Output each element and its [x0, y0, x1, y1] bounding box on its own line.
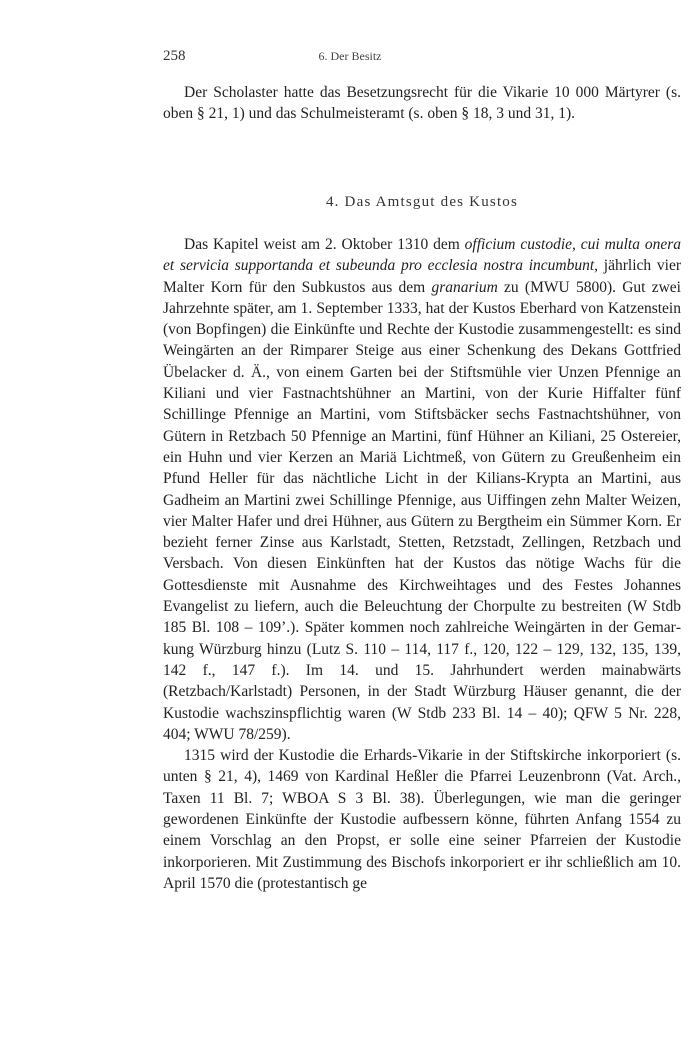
- paragraph-1-text-a: Das Kapitel weist am 2. Oktober 1310 dem: [184, 236, 465, 253]
- main-text-block: [163, 234, 681, 894]
- running-head: 6. Der Besitz: [318, 49, 382, 63]
- paragraph-1-text-c: zu (MWU 5800). Gut zwei Jahrzehnte später, am 1. September 1333, hat der Kustos Eberhard von Katzenstein (von Bopfingen) die Einkünfte und Rechte der Kustodie zusammengestellt: es sind Weingärten an der Rimparer Steige aus einer Schenkung des Dekans Gottfried Übelacker d. Ä., von einem Garten bei der Stiftsmühle vier Unzen Pfennige an Kiliani und vier Fastnachtshühner an Martini, von der Kurie Hiffalter fünf Schillinge Pfennige an Martini, vom Stiftsbäcker sechs Fastnachtshühner, von Gütern in Retzbach 50 Pfennige an Martini, fünf Hühner an Kiliani, 25 Ostereier, ein Huhn und vier Kerzen an Mariä Lichtmeß, von Gütern zu Greußenheim ein Pfund Heller für das nächtliche Licht in der Kilians-Krypta an Martini, aus Gadheim an Martini zwei Schillinge Pfennige, aus Uiffingen zehn Malter Weizen, vier Malter Hafer und drei Hühner, aus Gütern zu Bergtheim ein Sümmer Korn. Er bezieht ferner Zinse aus Karlstadt, Stetten, Retzstadt, Zellingen, Retzbach und Versbach. Von diesen Einkünften hat der Kustos das nötige Wachs für die Gottesdienste mit Ausnahme des Kirchweihtages und des Festes Johannes Evangelist zu liefern, auch die Beleuchtung der Chorpulte zu bestreiten (W Stdb 185 Bl. 108 – 109’.). Später kommen noch zahlreiche Weingärten in der Gemarkung Würzburg hinzu (Lutz S. 110 – 114, 117 f., 120, 122 – 129, 132, 135, 139, 142 f., 147 f.). Im 14. und 15. Jahrhundert werden mainabwärts (Retzbach/Karlstadt) Personen, in der Stadt Würzburg Häuser genannt, die der Kustodie wachszinspflichtig waren (W Stdb 233 Bl. 14 – 40); QFW 5 Nr. 228, 404; WWU 78/259).: [163, 278, 681, 743]
- paragraph-kustos-income: [163, 234, 681, 745]
- latin-quotation: officium custodie, cui multa onera et servicia supportanda et subeunda pro ecclesia nostra incumbunt,: [163, 236, 681, 275]
- section-heading: 4. Das Amtsgut des Kustos: [325, 194, 519, 210]
- paragraph-1-text-b: jährlich vier Malter Korn für den Subkustos aus dem: [163, 257, 681, 296]
- paragraph-incorporations: 1315 wird der Kustodie die Erhards-Vikarie in der Stiftskirche inkorporiert (s. unten § 21, 4), 1469 von Kardinal Heßler die Pfarrei Leuzenbronn (Vat. Arch., Taxen 11 Bl. 7; WBOA S 3 Bl. 38). Überlegungen, wie man die geringer gewordenen Einkünfte der Kustodie aufbessern könne, führten Anfang 1554 zu einem Vorschlag an den Propst, er solle eine seiner Pfarreien der Kustodie inkorporieren. Mit Zustimmung des Bischofs inkorporiert er ihr schließlich am 10. April 1570 die (protestantisch ge: [163, 747, 681, 892]
- intro-paragraph: Der Scholaster hatte das Besetzungsrecht für die Vikarie 10 000 Märtyrer (s. oben § 21, 1) und das Schulmeisteramt (s. oben § 18, 3 und 31, 1).: [163, 84, 681, 123]
- latin-term-granarium: granarium: [431, 278, 498, 296]
- page-number: 258: [163, 48, 186, 64]
- intro-text-block: [163, 82, 681, 125]
